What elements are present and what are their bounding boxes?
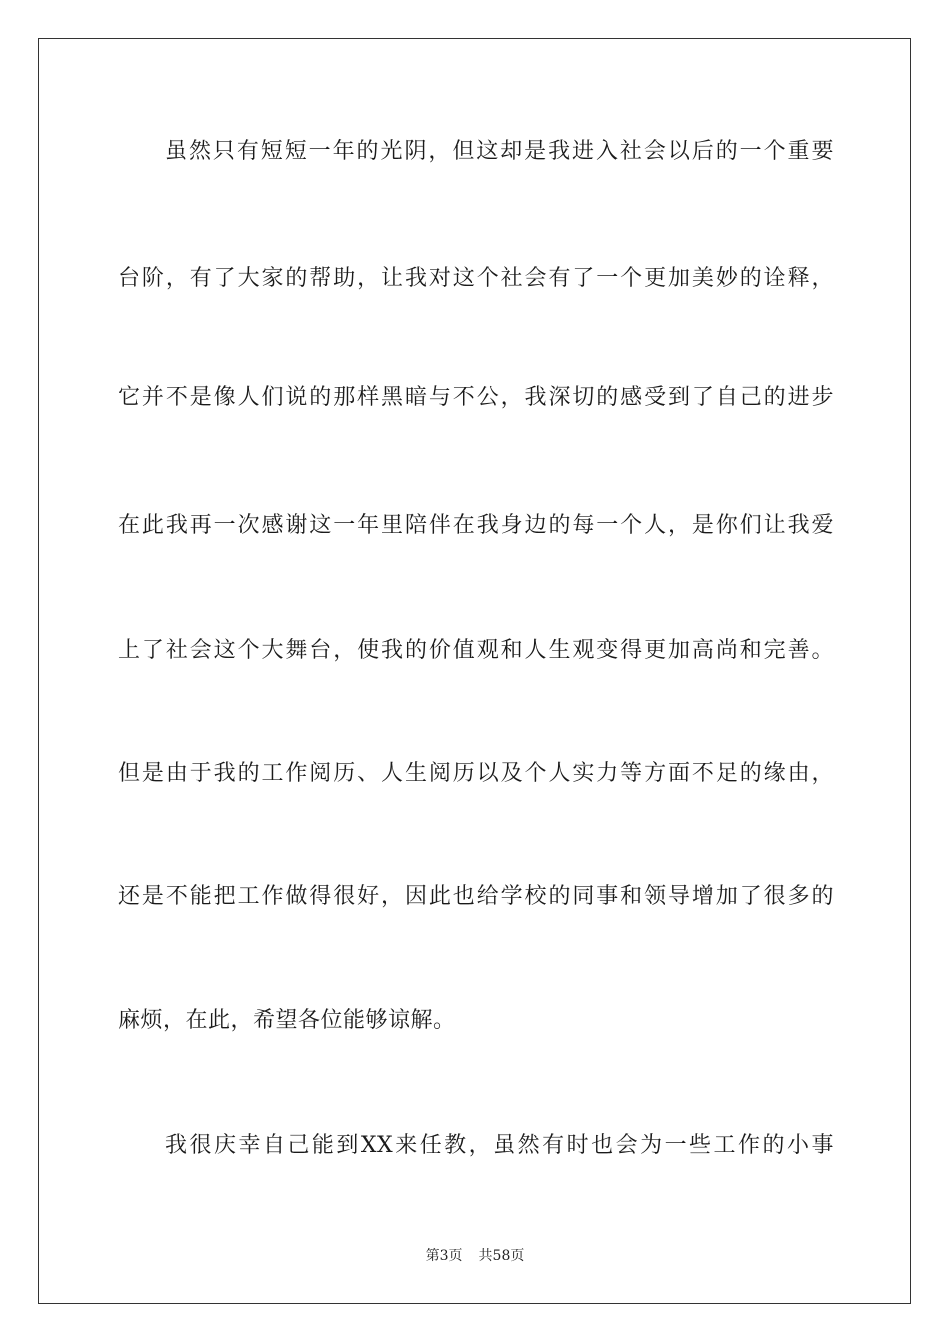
paragraph-line: 在此我再一次感谢这一年里陪伴在我身边的每一个人，是你们让我爱 (118, 513, 834, 538)
paragraph-line: 台阶，有了大家的帮助，让我对这个社会有了一个更加美妙的诠释， (118, 266, 834, 291)
page-total: 共58页 (478, 1248, 525, 1264)
paragraph-line: 我很庆幸自己能到XX来任教，虽然有时也会为一些工作的小事 (165, 1133, 834, 1158)
page-number: 第3页 (425, 1248, 463, 1264)
paragraph-line: 虽然只有短短一年的光阴，但这却是我进入社会以后的一个重要 (165, 139, 834, 164)
page-border (38, 38, 911, 1304)
page-footer (0, 1246, 950, 1266)
paragraph-line: 它并不是像人们说的那样黑暗与不公，我深切的感受到了自己的进步 (118, 385, 834, 410)
paragraph-line: 麻烦，在此，希望各位能够谅解。 (118, 1008, 456, 1033)
paragraph-line: 还是不能把工作做得很好，因此也给学校的同事和领导增加了很多的 (118, 884, 834, 909)
paragraph-line: 上了社会这个大舞台，使我的价值观和人生观变得更加高尚和完善。 (118, 638, 834, 663)
paragraph-line: 但是由于我的工作阅历、人生阅历以及个人实力等方面不足的缘由， (118, 761, 834, 786)
